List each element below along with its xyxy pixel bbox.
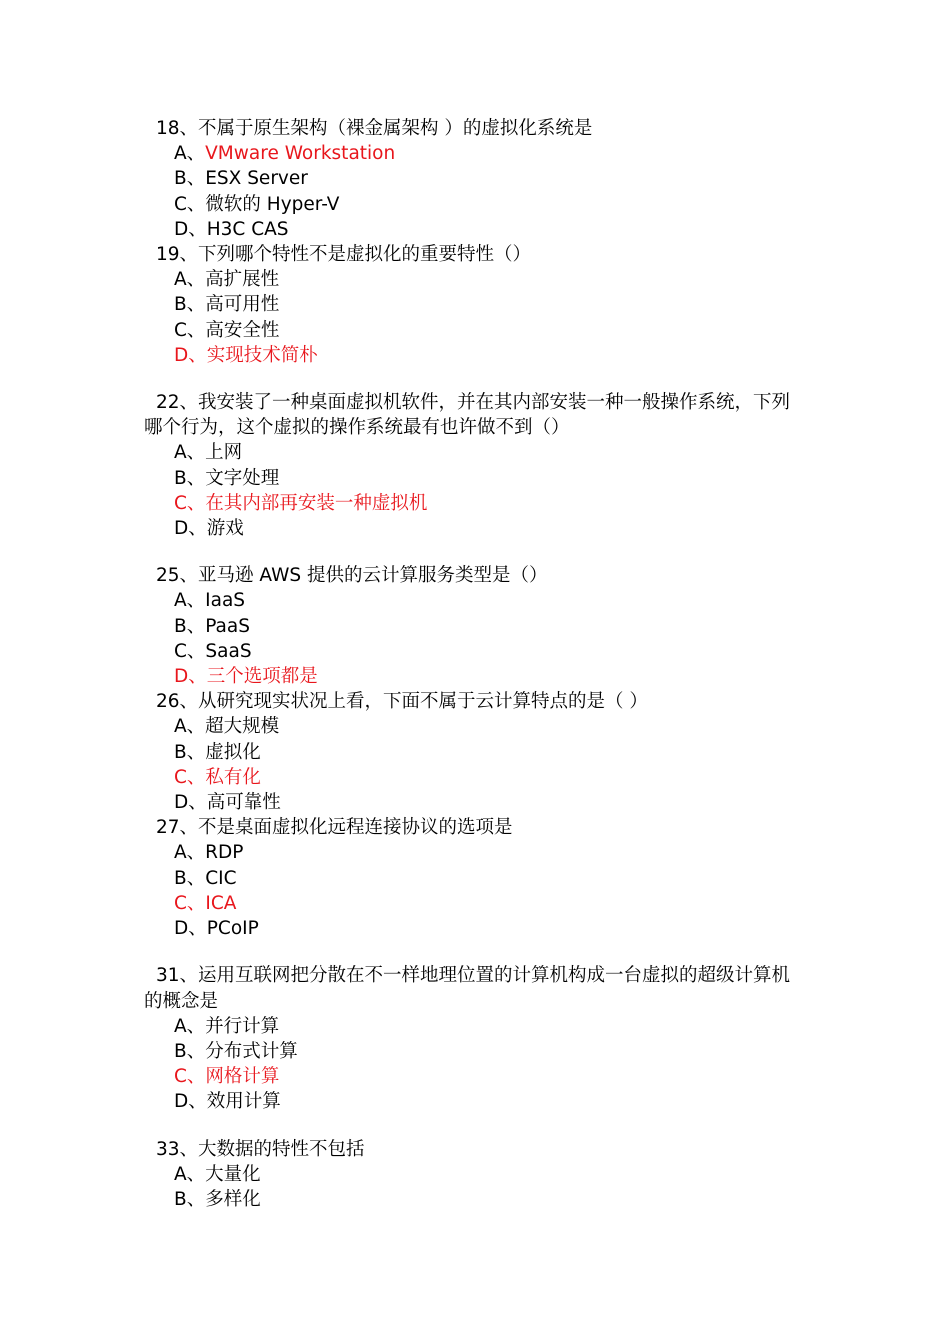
option-text: RDP (205, 842, 244, 864)
option-text: H3C CAS (206, 218, 289, 240)
option-prefix: D、 (174, 792, 207, 814)
option-a (144, 1162, 804, 1187)
option-prefix: C、 (174, 766, 206, 788)
option-b (144, 1039, 804, 1064)
question-22 (144, 390, 804, 541)
option-d (144, 217, 804, 242)
option-text: 上网 (205, 442, 243, 464)
option-text: 游戏 (206, 518, 244, 540)
option-prefix: A、 (174, 1163, 206, 1185)
question-stem: 26、从研究现实状况上看，下面不属于云计算特点的是（ ） (156, 691, 648, 713)
option-c (144, 318, 804, 343)
option-a (144, 141, 804, 166)
option-prefix: A、 (174, 842, 206, 864)
option-prefix: B、 (174, 1040, 206, 1062)
option-text: 并行计算 (205, 1015, 280, 1037)
option-d-correct (144, 664, 804, 689)
option-c-correct (144, 765, 804, 790)
option-text-correct: 在其内部再安装一种虚拟机 (205, 492, 428, 514)
option-prefix: B、 (174, 467, 206, 489)
option-b (144, 866, 804, 891)
option-prefix: B、 (174, 294, 206, 316)
option-text-correct: 网格计算 (205, 1066, 280, 1088)
option-text: IaaS (205, 590, 246, 612)
question-stem: 22、我安装了一种桌面虚拟机软件，并在其内部安装一种一般操作系统，下列哪个行为，这个虚拟的操作系统最有也许做不到（） (144, 392, 791, 439)
option-text: 高安全性 (205, 319, 280, 341)
option-prefix: B、 (174, 1188, 206, 1210)
option-text: SaaS (205, 640, 252, 662)
option-d (144, 1089, 804, 1114)
option-prefix: A、 (174, 1015, 206, 1037)
option-prefix: D、 (174, 666, 207, 688)
question-stem: 18、不属于原生架构（裸金属架构 ）的虚拟化系统是 (156, 118, 593, 139)
question-18 (144, 116, 804, 242)
option-prefix: D、 (174, 218, 207, 240)
option-d (144, 916, 804, 941)
option-prefix: C、 (174, 640, 206, 662)
option-text: CIC (205, 867, 237, 889)
option-prefix: C、 (174, 892, 206, 914)
option-text: 微软的 Hyper-V (205, 193, 340, 215)
option-b (144, 614, 804, 639)
option-a (144, 1014, 804, 1039)
question-27 (144, 815, 804, 941)
option-prefix: B、 (174, 168, 206, 190)
option-prefix: C、 (174, 492, 206, 514)
option-prefix: B、 (174, 867, 206, 889)
option-text-correct: 私有化 (205, 766, 261, 788)
option-prefix: D、 (174, 1091, 207, 1113)
option-prefix: C、 (174, 1066, 206, 1088)
question-25 (144, 563, 804, 689)
option-prefix: D、 (174, 518, 207, 540)
option-prefix: C、 (174, 193, 206, 215)
question-26 (144, 689, 804, 815)
option-text: 高扩展性 (205, 269, 280, 291)
option-text: 分布式计算 (205, 1040, 298, 1062)
option-d (144, 790, 804, 815)
option-b (144, 166, 804, 191)
option-prefix: A、 (174, 143, 206, 165)
option-prefix: B、 (174, 615, 206, 637)
option-prefix: A、 (174, 442, 206, 464)
option-prefix: C、 (174, 319, 206, 341)
option-text-correct: VMware Workstation (205, 143, 396, 165)
option-a (144, 267, 804, 292)
option-c-correct (144, 1064, 804, 1089)
option-d-correct (144, 343, 804, 368)
question-19 (144, 242, 804, 368)
question-stem: 25、亚马逊 AWS 提供的云计算服务类型是（） (156, 565, 548, 587)
option-b (144, 1187, 804, 1212)
option-c-correct (144, 491, 804, 516)
option-c (144, 639, 804, 664)
option-text: 超大规模 (205, 716, 280, 738)
option-prefix: B、 (174, 741, 206, 763)
question-stem: 27、不是桌面虚拟化远程连接协议的选项是 (156, 817, 513, 839)
option-text-correct: ICA (205, 892, 237, 914)
option-text: 效用计算 (206, 1091, 281, 1113)
option-text-correct: 实现技术简朴 (206, 344, 318, 366)
question-list (144, 116, 804, 1212)
option-prefix: D、 (174, 918, 207, 940)
question-stem: 19、下列哪个特性不是虚拟化的重要特性（） (156, 244, 532, 266)
option-text: 多样化 (205, 1188, 261, 1210)
question-stem: 31、运用互联网把分散在不一样地理位置的计算机构成一台虚拟的超级计算机的概念是 (144, 965, 791, 1012)
option-c (144, 192, 804, 217)
option-b (144, 740, 804, 765)
option-prefix: A、 (174, 716, 206, 738)
option-a (144, 714, 804, 739)
option-text: 虚拟化 (205, 741, 261, 763)
question-33 (144, 1137, 804, 1213)
option-b (144, 466, 804, 491)
option-prefix: D、 (174, 344, 207, 366)
question-31 (144, 963, 804, 1114)
option-text: ESX Server (205, 168, 308, 190)
option-b (144, 292, 804, 317)
option-text: 高可靠性 (206, 792, 281, 814)
option-text: PaaS (205, 615, 250, 637)
option-prefix: A、 (174, 590, 206, 612)
option-text: PCoIP (206, 918, 259, 940)
option-d (144, 516, 804, 541)
option-c-correct (144, 891, 804, 916)
option-a (144, 840, 804, 865)
option-text: 高可用性 (205, 294, 280, 316)
option-a (144, 588, 804, 613)
question-stem: 33、大数据的特性不包括 (156, 1138, 365, 1160)
option-text-correct: 三个选项都是 (206, 666, 318, 688)
option-text: 大量化 (205, 1163, 261, 1185)
option-text: 文字处理 (205, 467, 280, 489)
option-prefix: A、 (174, 269, 206, 291)
option-a (144, 440, 804, 465)
